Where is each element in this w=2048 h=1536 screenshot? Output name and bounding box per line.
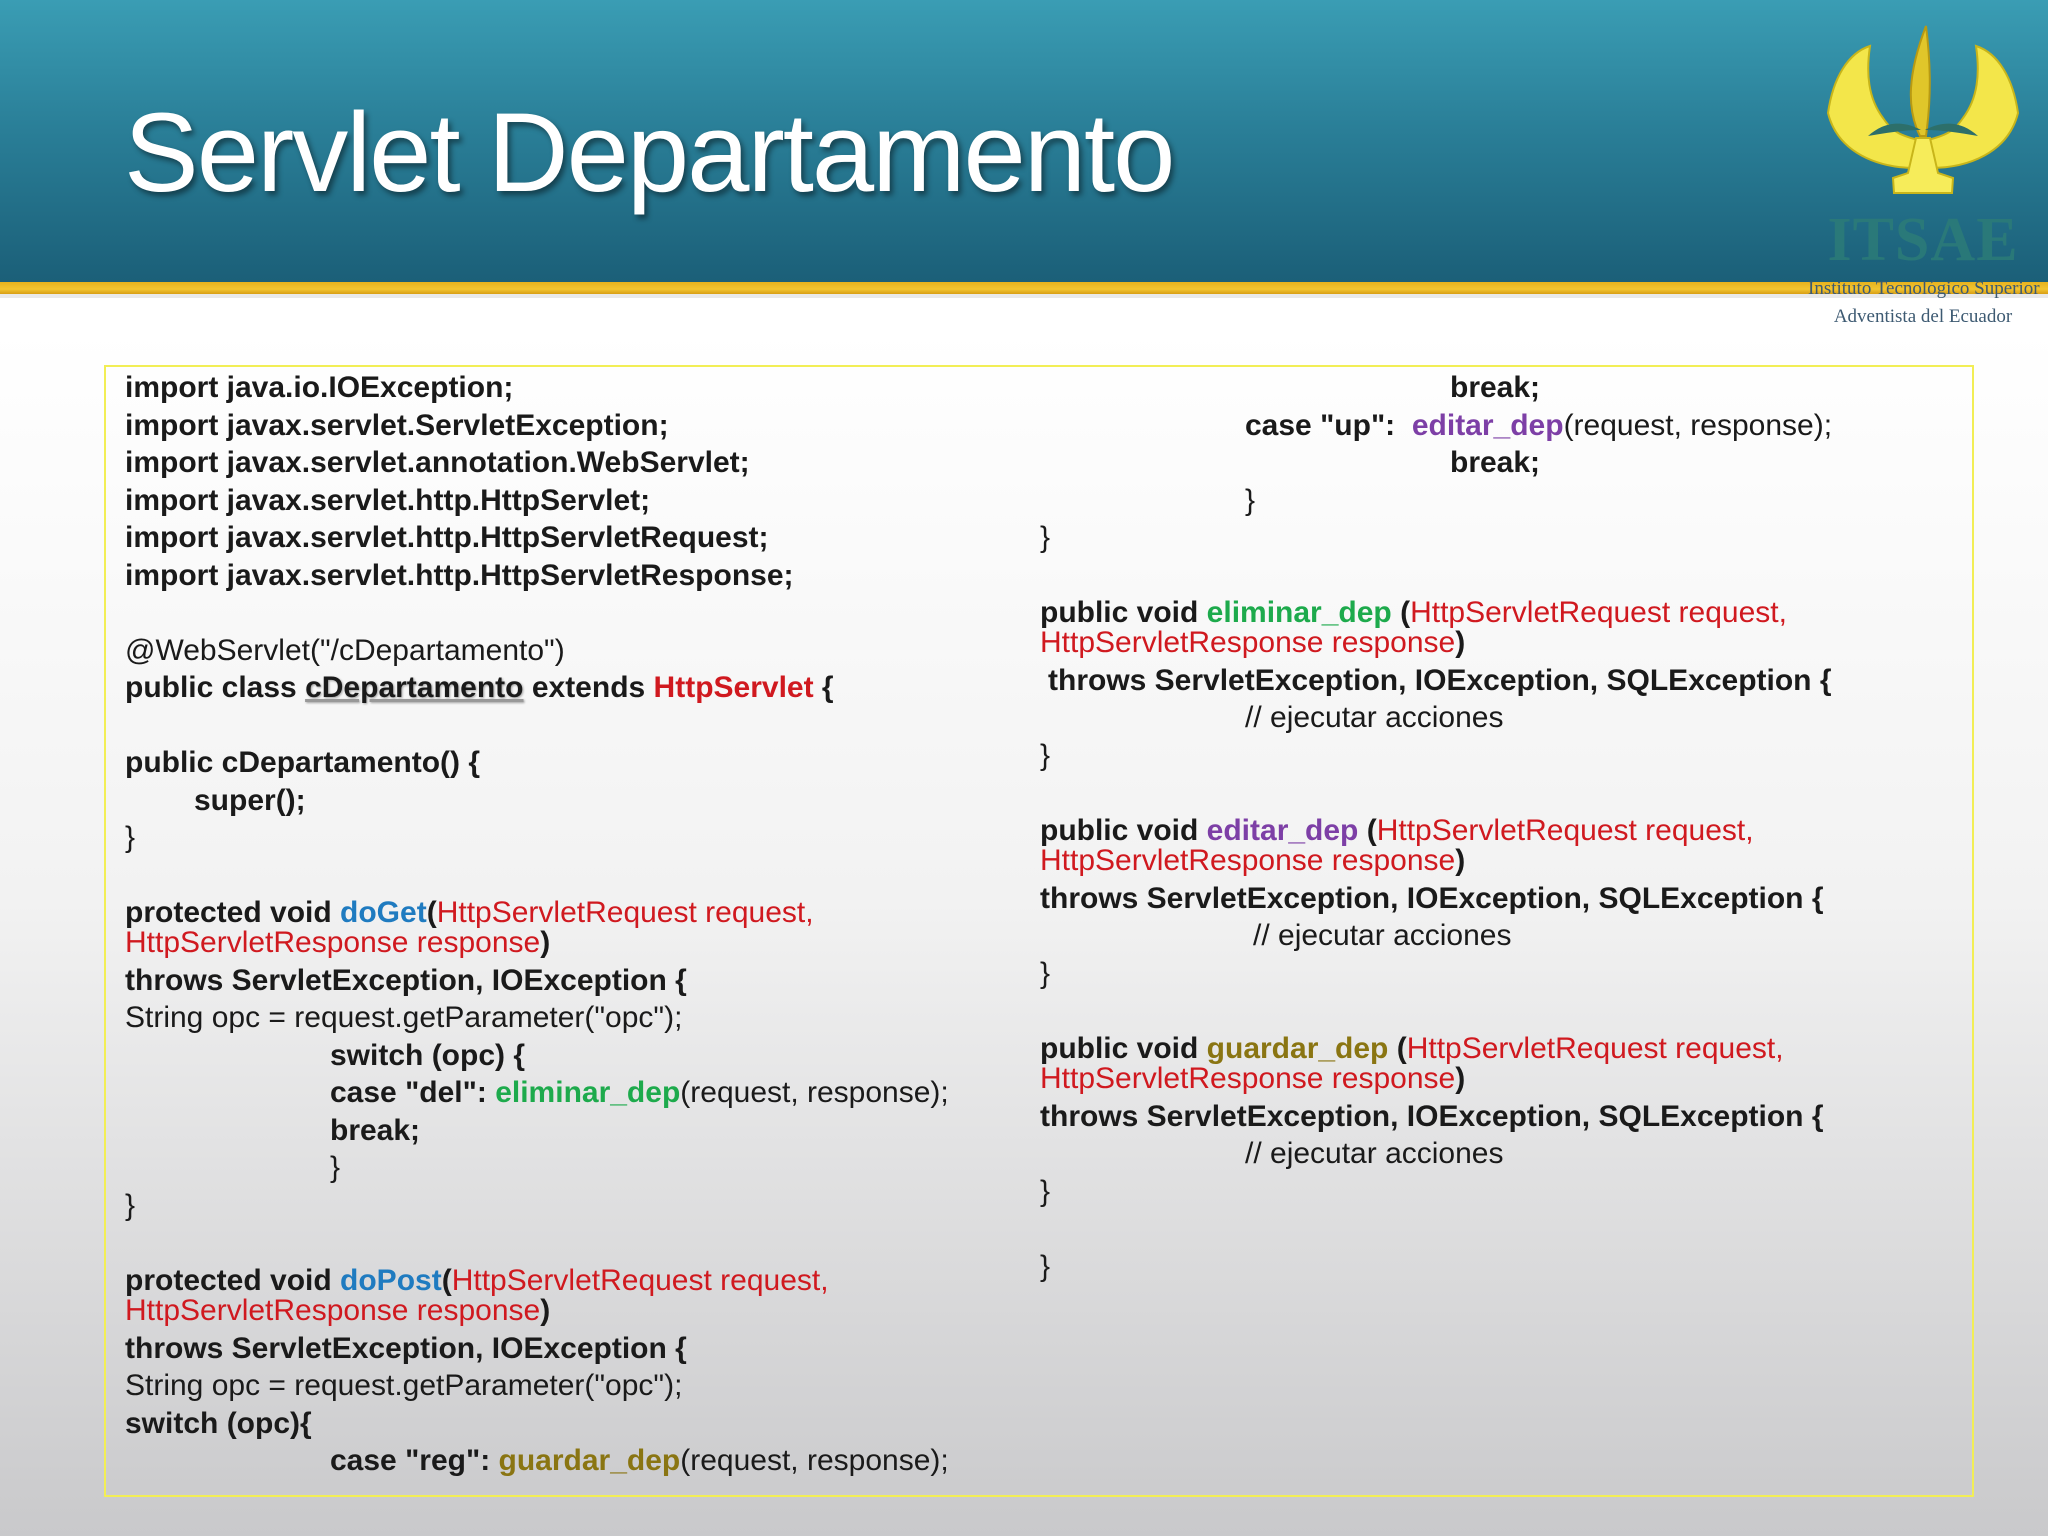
code-brace: } — [125, 1189, 136, 1222]
code-get-parameter: String opc = request.getParameter("opc"); — [125, 1001, 683, 1034]
code-case-del: case "del": eliminar_dep(request, response); — [330, 1076, 949, 1109]
code-dopost-params: HttpServletResponse response) — [125, 1294, 551, 1327]
code-constructor: public cDepartamento() { — [125, 746, 481, 779]
code-break: break; — [1450, 371, 1541, 404]
code-switch: switch (opc){ — [125, 1407, 312, 1440]
code-break: break; — [1450, 446, 1541, 479]
code-throws: throws ServletException, IOException { — [125, 964, 687, 997]
code-comment: // ejecutar acciones — [1253, 919, 1512, 952]
logo-wordmark: ITSAE — [1827, 206, 2019, 274]
code-import-ioexception: import java.io.IOException; — [125, 371, 514, 404]
logo-subtitle-line2: Adventista del Ecuador — [1833, 306, 2013, 327]
code-import-webservlet: import javax.servlet.annotation.WebServlet; — [125, 446, 750, 479]
code-editar-signature: public void editar_dep (HttpServletRequest request, — [1040, 814, 1754, 847]
code-brace: } — [1040, 1175, 1051, 1208]
code-annotation: @WebServlet("/cDepartamento") — [125, 634, 565, 667]
code-eliminar-signature: public void eliminar_dep (HttpServletRequest request, — [1040, 596, 1787, 629]
code-brace: } — [330, 1151, 341, 1184]
code-brace: } — [1040, 957, 1051, 990]
code-class-declaration: public class cDepartamento extends HttpServlet { — [125, 671, 834, 704]
code-throws: throws ServletException, IOException { — [125, 1332, 687, 1365]
slide-title: Servlet Departamento — [124, 90, 1174, 215]
code-doget-signature: protected void doGet(HttpServletRequest request, — [125, 896, 814, 929]
code-doget-params: HttpServletResponse response) — [125, 926, 551, 959]
code-get-parameter: String opc = request.getParameter("opc"); — [125, 1369, 683, 1402]
code-import-httpservletresponse: import javax.servlet.http.HttpServletResponse; — [125, 559, 794, 592]
code-brace: } — [1245, 484, 1256, 517]
code-throws: throws ServletException, IOException, SQLException { — [1040, 882, 1824, 915]
code-switch: switch (opc) { — [330, 1039, 526, 1072]
code-import-httpservlet: import javax.servlet.http.HttpServlet; — [125, 484, 651, 517]
code-break: break; — [330, 1114, 421, 1147]
code-throws: throws ServletException, IOException, SQLException { — [1048, 664, 1832, 697]
code-brace: } — [125, 821, 136, 854]
code-brace: } — [1040, 1250, 1051, 1283]
code-import-httpservletrequest: import javax.servlet.http.HttpServletRequest; — [125, 521, 769, 554]
code-case-up: case "up": editar_dep(request, response); — [1245, 409, 1833, 442]
banner-divider — [0, 294, 2048, 298]
banner-gold-stripe — [0, 282, 2048, 294]
code-comment: // ejecutar acciones — [1245, 1137, 1504, 1170]
logo-subtitle-line1: Instituto Tecnológico Superior — [1808, 278, 2040, 299]
code-dopost-signature: protected void doPost(HttpServletRequest request, — [125, 1264, 829, 1297]
code-editar-params: HttpServletResponse response) — [1040, 844, 1466, 877]
code-case-reg: case "reg": guardar_dep(request, response); — [330, 1444, 949, 1477]
code-guardar-params: HttpServletResponse response) — [1040, 1062, 1466, 1095]
code-brace: } — [1040, 521, 1051, 554]
code-eliminar-params: HttpServletResponse response) — [1040, 626, 1466, 659]
code-import-servletexception: import javax.servlet.ServletException; — [125, 409, 669, 442]
code-comment: // ejecutar acciones — [1245, 701, 1504, 734]
code-throws: throws ServletException, IOException, SQLException { — [1040, 1100, 1824, 1133]
code-brace: } — [1040, 739, 1051, 772]
code-guardar-signature: public void guardar_dep (HttpServletRequest request, — [1040, 1032, 1784, 1065]
code-super-call: super(); — [194, 784, 306, 817]
